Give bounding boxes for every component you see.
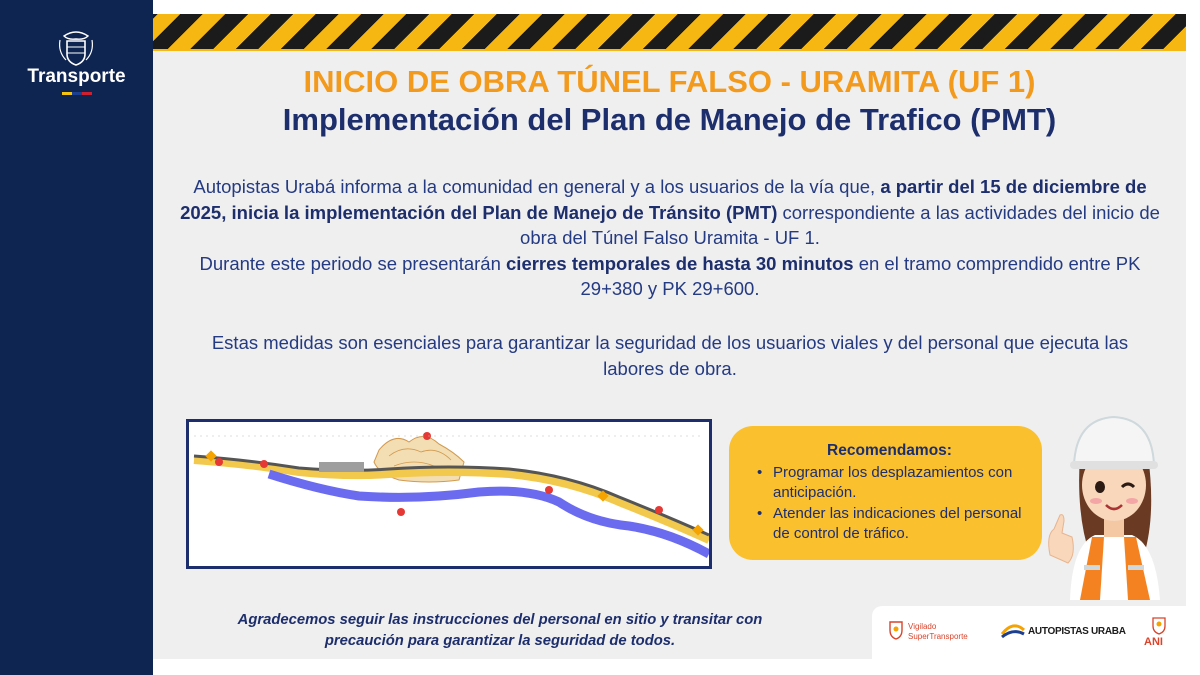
- announcement-text: correspondiente a las actividades del inicio de obra del Túnel Falso Uramita - UF 1.: [520, 201, 1160, 248]
- construction-worker-woman-icon: [1040, 405, 1186, 600]
- recommendation-item: • Programar los desplazamientos con anticipación.: [757, 463, 1022, 503]
- ani-emblem-icon: [1142, 614, 1176, 636]
- ani-label: ANI: [1144, 636, 1163, 648]
- closure-highlight: cierres temporales de hasta 30 minutos: [506, 252, 854, 274]
- sidebar: [0, 0, 153, 675]
- autopistas-arc-icon: [1000, 620, 1026, 642]
- colombia-coat-of-arms-icon: [56, 30, 96, 68]
- autopistas-uraba-logo: [1000, 620, 1140, 644]
- thanks-line: precaución para garantizar la seguridad de todos.: [324, 633, 676, 649]
- page-subtitle: Implementación del Plan de Manejo de Trafico (PMT): [282, 102, 1057, 137]
- page-title: INICIO DE OBRA TÚNEL FALSO - URAMITA (UF 1): [303, 64, 1036, 99]
- recommendation-item: • Atender las indicaciones del personal de control de tráfico.: [757, 504, 1022, 544]
- announcement-text: Autopistas Urabá informa a la comunidad en general y a los usuarios de la vía que,: [193, 176, 881, 197]
- safety-paragraph: Estas medidas son esenciales para garantizar la seguridad de los usuarios viales y del personal que ejecuta las labores de obra.: [211, 332, 1129, 379]
- thanks-message: [190, 610, 810, 652]
- flag-stripe: [62, 92, 92, 95]
- announcement-date-highlight: a partir del 15 de diciembre de 2025, inicia la implementación del Plan de Manejo de Tránsito (PMT): [180, 176, 1147, 223]
- ani-logo: [1142, 614, 1176, 654]
- vigilado-label: Vigilado: [908, 622, 937, 631]
- brand-name: Transporte: [27, 66, 126, 87]
- traffic-plan-map: [186, 419, 712, 569]
- partner-logos: [872, 606, 1186, 659]
- autopistas-label: AUTOPISTAS URABA: [1028, 626, 1126, 637]
- supertransporte-shield-icon: [888, 620, 904, 640]
- closure-text: Durante este periodo se presentarán: [199, 252, 507, 274]
- recommendations-list: [757, 463, 1022, 544]
- recommendations-title: Recomendamos:: [827, 442, 952, 459]
- hazard-stripe-banner: [153, 14, 1186, 51]
- announcement-paragraph: [180, 174, 1160, 302]
- closure-text: en el tramo comprendido entre PK 29+380 y PK 29+600.: [580, 252, 1141, 299]
- supertransporte-logo: [888, 620, 968, 644]
- supertransporte-label: SuperTransporte: [908, 632, 968, 641]
- recommendations-box: [729, 426, 1042, 560]
- traffic-plan-map-drawing: [189, 422, 709, 566]
- thanks-line: Agradecemos seguir las instrucciones del personal en sitio y transitar con: [237, 612, 763, 628]
